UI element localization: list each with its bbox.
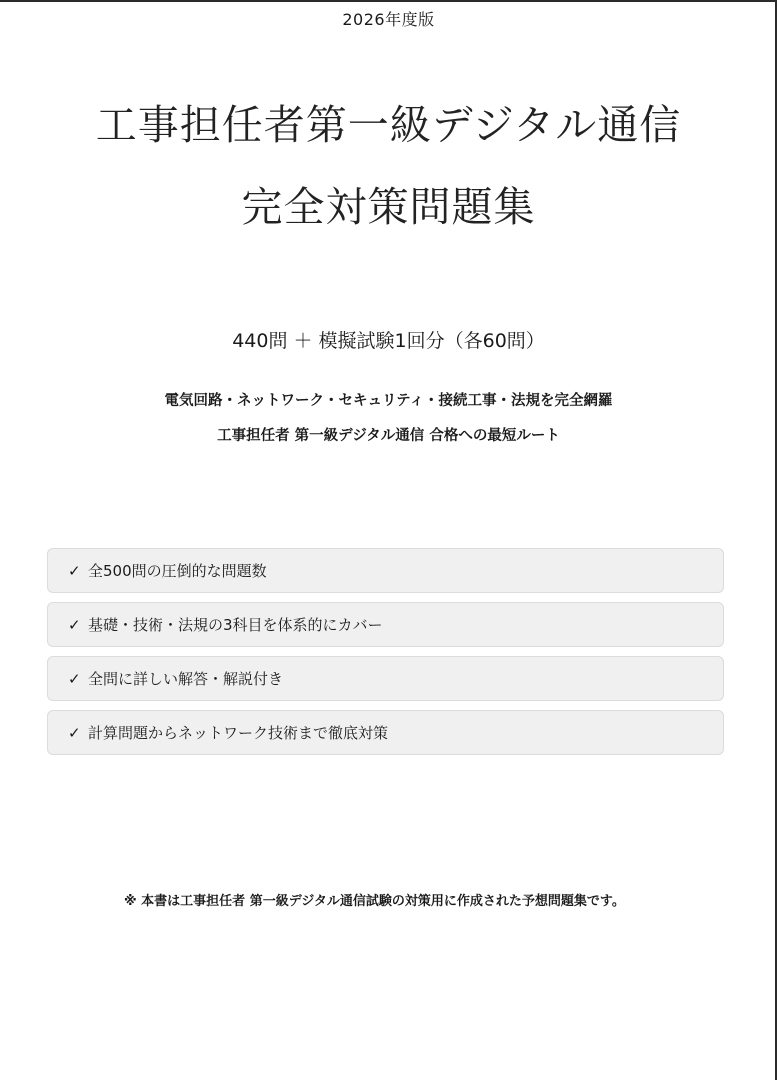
feature-text: 計算問題からネットワーク技術まで徹底対策 — [88, 724, 389, 742]
disclaimer-note: ※ 本書は工事担任者 第一級デジタル通信試験の対策用に作成された予想問題集です。 — [124, 894, 625, 909]
feature-item — [47, 602, 724, 647]
question-count: 440問 ＋ 模擬試験1回分（各60問） — [232, 330, 545, 352]
check-icon: ✓ — [68, 615, 81, 634]
book-title-line2: 完全対策問題集 — [241, 183, 536, 231]
feature-text: 基礎・技術・法規の3科目を体系的にカバー — [88, 616, 383, 634]
feature-item — [47, 548, 724, 593]
edition-label: 2026年度版 — [342, 10, 435, 29]
feature-item — [47, 656, 724, 701]
feature-text: 全500問の圧倒的な問題数 — [88, 562, 267, 580]
check-icon: ✓ — [68, 561, 81, 580]
route-subtitle: 工事担任者 第一級デジタル通信 合格への最短ルート — [217, 428, 560, 444]
feature-text: 全問に詳しい解答・解説付き — [88, 670, 284, 688]
coverage-subtitle: 電気回路・ネットワーク・セキュリティ・接続工事・法規を完全網羅 — [164, 393, 613, 409]
feature-list — [47, 548, 724, 764]
book-title-line1: 工事担任者第一級デジタル通信 — [95, 101, 682, 149]
feature-item — [47, 710, 724, 755]
check-icon: ✓ — [68, 669, 81, 688]
check-icon: ✓ — [68, 723, 81, 742]
